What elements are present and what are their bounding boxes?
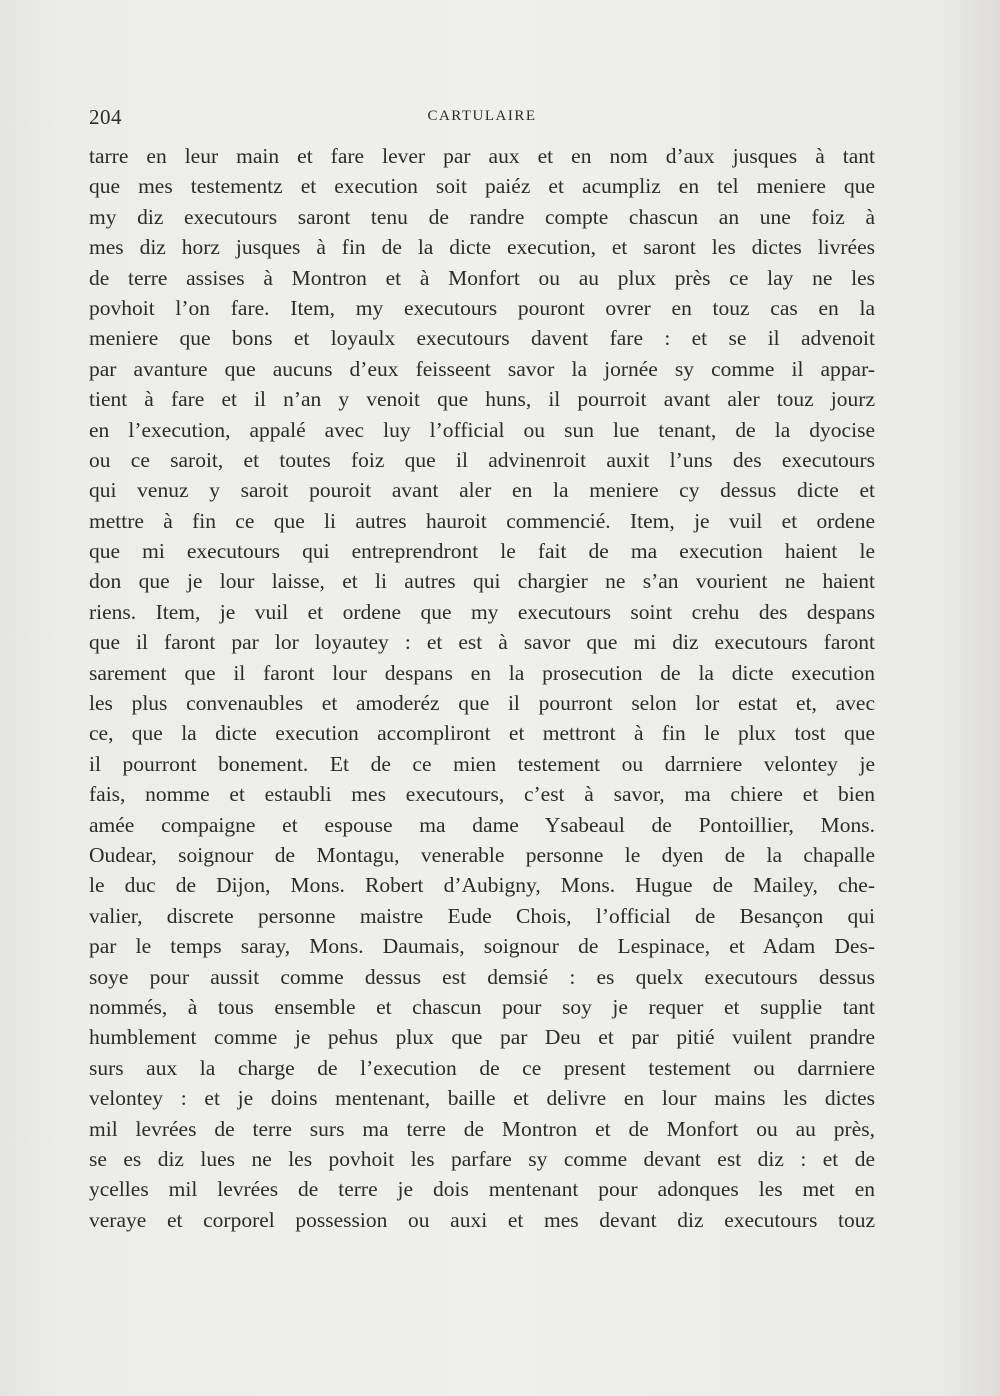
- text-line: par le temps saray, Mons. Daumais, soignour de Lespinace, et Adam Des-: [89, 934, 875, 959]
- text-line: don que je lour laisse, et li autres qui chargier ne s’an vourient ne haient: [89, 569, 875, 594]
- page-number: 204: [89, 105, 122, 129]
- text-line: nommés, à tous ensemble et chascun pour soy je requer et supplie tant: [89, 994, 875, 1019]
- text-line: meniere que bons et loyaulx executours davent fare : et se il advenoit: [89, 326, 875, 351]
- text-line: que mi executours qui entreprendront le fait de ma execution haient le: [89, 539, 875, 564]
- text-line: sarement que il faront lour despans en la prosecution de la dicte execution: [89, 660, 875, 685]
- text-line: ce, que la dicte execution accompliront et mettront à fin le plux tost que: [89, 721, 875, 746]
- text-line: de terre assises à Montron et à Monfort ou au plux près ce lay ne les: [89, 265, 875, 290]
- text-line: soye pour aussit comme dessus est demsié : es quelx executours dessus: [89, 964, 875, 989]
- text-line: riens. Item, je vuil et ordene que my executours soint crehu des despans: [89, 599, 875, 624]
- text-line: my diz executours saront tenu de randre compte chascun an une foiz à: [89, 204, 875, 229]
- text-line: povhoit l’on fare. Item, my executours pouront ovrer en touz cas en la: [89, 295, 875, 320]
- text-line: se es diz lues ne les povhoit les parfare sy comme devant est diz : et de: [89, 1146, 875, 1171]
- text-line: ou ce saroit, et toutes foiz que il advinenroit auxit l’uns des executours: [89, 447, 875, 472]
- text-line: tient à fare et il n’an y venoit que huns, il pourroit avant aler touz jourz: [89, 387, 875, 412]
- text-line: le duc de Dijon, Mons. Robert d’Aubigny, Mons. Hugue de Mailey, che-: [89, 873, 875, 898]
- text-line: qui venuz y saroit pouroit avant aler en la meniere cy dessus dicte et: [89, 478, 875, 503]
- text-line: il pourront bonement. Et de ce mien testement ou darrniere velontey je: [89, 751, 875, 776]
- text-line: mil levrées de terre surs ma terre de Montron et de Monfort ou au près,: [89, 1116, 875, 1141]
- text-line: velontey : et je doins mentenant, baille et delivre en lour mains les dictes: [89, 1086, 875, 1111]
- text-line: valier, discrete personne maistre Eude Chois, l’official de Besançon qui: [89, 903, 875, 928]
- text-line: veraye et corporel possession ou auxi et mes devant diz executours touz: [89, 1207, 875, 1232]
- text-line: que il faront par lor loyautey : et est à savor que mi diz executours faront: [89, 630, 875, 655]
- text-line: les plus convenaubles et amoderéz que il pourront selon lor estat et, avec: [89, 691, 875, 716]
- text-line: en l’execution, appalé avec luy l’official ou sun lue tenant, de la dyocise: [89, 417, 875, 442]
- text-line: tarre en leur main et fare lever par aux et en nom d’aux jusques à tant: [89, 144, 875, 168]
- running-head: CARTULAIRE: [427, 108, 537, 124]
- text-line: amée compaigne et espouse ma dame Ysabeaul de Pontoillier, Mons.: [89, 812, 875, 837]
- page-header: [89, 105, 875, 135]
- text-line: mes diz horz jusques à fin de la dicte execution, et saront les dictes livrées: [89, 235, 875, 260]
- text-line: par avanture que aucuns d’eux feisseent savor la jornée sy comme il appar-: [89, 356, 875, 381]
- text-line: que mes testementz et execution soit paiéz et acumpliz en tel meniere que: [89, 174, 875, 199]
- body-text: [89, 141, 875, 1235]
- text-line: surs aux la charge de l’execution de ce present testement ou darrniere: [89, 1055, 875, 1080]
- text-line: fais, nomme et estaubli mes executours, c’est à savor, ma chiere et bien: [89, 782, 875, 807]
- text-line: ycelles mil levrées de terre je dois mentenant pour adonques les met en: [89, 1177, 875, 1202]
- text-line: mettre à fin ce que li autres hauroit commencié. Item, je vuil et ordene: [89, 508, 875, 533]
- text-line: Oudear, soignour de Montagu, venerable personne le dyen de la chapalle: [89, 842, 875, 867]
- text-line: humblement comme je pehus plux que par Deu et par pitié vuilent prandre: [89, 1025, 875, 1050]
